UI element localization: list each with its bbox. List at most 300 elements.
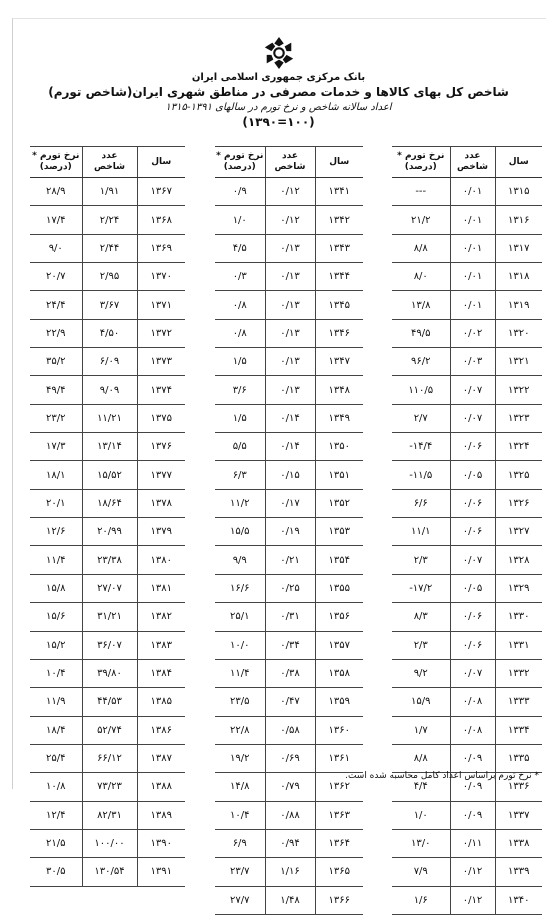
index-cell: ۲/۹۵: [82, 263, 137, 291]
index-cell: ۰/۴۷: [265, 688, 315, 716]
rate-cell: ۱۰/۸: [30, 773, 82, 801]
document-header: [0, 36, 557, 130]
rate-cell: ۱۲/۴: [30, 801, 82, 829]
rate-cell: ۳۰/۵: [30, 858, 82, 886]
index-cell: ۱/۹۱: [82, 178, 137, 206]
year-cell: ۱۳۵۱: [315, 461, 363, 489]
index-cell: ۳/۶۷: [82, 291, 137, 319]
rate-cell: ۰/۳: [215, 263, 265, 291]
rate-cell: ۱۲/۶: [30, 518, 82, 546]
table-row: [392, 178, 542, 206]
rate-cell: ۱۸/۱: [30, 461, 82, 489]
central-bank-emblem-icon: [260, 36, 298, 70]
index-cell: ۰/۰۶: [450, 518, 495, 546]
year-cell: ۱۳۸۲: [137, 603, 185, 631]
year-cell: ۱۳۲۹: [495, 574, 542, 602]
table-row: [392, 348, 542, 376]
rate-cell: ۱/۵: [215, 404, 265, 432]
table-row: [392, 829, 542, 857]
index-cell: ۰/۰۷: [450, 404, 495, 432]
year-cell: ۱۳۶۳: [315, 801, 363, 829]
col-rate: نرخ تورم * (درصد): [215, 147, 265, 178]
index-cell: ۰/۱۲: [265, 206, 315, 234]
table-row: [215, 234, 363, 262]
year-cell: ۱۳۸۳: [137, 631, 185, 659]
rate-cell: ۸/۳: [392, 603, 450, 631]
year-cell: ۱۳۶۸: [137, 206, 185, 234]
col-year: سال: [137, 147, 185, 178]
index-cell: ۱۰۰/۰۰: [82, 829, 137, 857]
year-cell: ۱۳۱۹: [495, 291, 542, 319]
year-cell: ۱۳۸۹: [137, 801, 185, 829]
rate-cell: ۲۰/۷: [30, 263, 82, 291]
rate-cell: ۱۱/۴: [30, 546, 82, 574]
rate-cell: ۲۱/۵: [30, 829, 82, 857]
year-cell: ۱۳۵۴: [315, 546, 363, 574]
table-left: [30, 146, 185, 887]
rate-cell: ۲۳/۲: [30, 404, 82, 432]
table-row: [215, 489, 363, 517]
year-cell: ۱۳۴۹: [315, 404, 363, 432]
index-cell: ۰/۱۴: [265, 404, 315, 432]
index-cell: ۰/۰۳: [450, 348, 495, 376]
year-cell: ۱۳۷۸: [137, 489, 185, 517]
rate-cell: ۵/۵: [215, 433, 265, 461]
index-cell: ۶/۰۹: [82, 348, 137, 376]
rate-cell: ۴۹/۴: [30, 376, 82, 404]
table-row: [215, 461, 363, 489]
table-row: [30, 234, 185, 262]
table-row: [392, 546, 542, 574]
table-row: [392, 801, 542, 829]
index-cell: ۰/۹۴: [265, 829, 315, 857]
table-row: [392, 659, 542, 687]
table-header: [30, 147, 185, 178]
year-cell: ۱۳۵۵: [315, 574, 363, 602]
index-cell: ۲۰/۹۹: [82, 518, 137, 546]
index-cell: ۰/۰۹: [450, 801, 495, 829]
table-row: [30, 801, 185, 829]
index-cell: ۳۱/۲۱: [82, 603, 137, 631]
index-cell: ۰/۱۲: [450, 886, 495, 914]
index-cell: ۰/۱۲: [450, 858, 495, 886]
year-cell: ۱۳۱۸: [495, 263, 542, 291]
table-row: [30, 489, 185, 517]
year-cell: ۱۳۵۶: [315, 603, 363, 631]
table-row: [30, 546, 185, 574]
table-row: [215, 433, 363, 461]
year-cell: ۱۳۷۹: [137, 518, 185, 546]
table-row: [30, 574, 185, 602]
rate-cell: ۱۱/۴: [215, 659, 265, 687]
rate-cell: ۰/۸: [215, 319, 265, 347]
table-row: [215, 291, 363, 319]
rate-cell: ۲۰/۱: [30, 489, 82, 517]
table-row: [392, 319, 542, 347]
rate-cell: ۱/۵: [215, 348, 265, 376]
index-cell: ۵۲/۷۴: [82, 716, 137, 744]
year-cell: ۱۳۲۲: [495, 376, 542, 404]
table-row: [30, 858, 185, 886]
year-cell: ۱۳۱۷: [495, 234, 542, 262]
index-cell: ۲۳/۳۸: [82, 546, 137, 574]
table-row: [215, 574, 363, 602]
table-row: [30, 659, 185, 687]
index-cell: ۲۷/۰۷: [82, 574, 137, 602]
year-cell: ۱۳۷۴: [137, 376, 185, 404]
index-cell: ۰/۰۹: [450, 773, 495, 801]
index-cell: ۰/۰۷: [450, 659, 495, 687]
year-cell: ۱۳۶۱: [315, 744, 363, 772]
rate-cell: ۴/۵: [215, 234, 265, 262]
table-row: [30, 291, 185, 319]
table-row: [215, 603, 363, 631]
index-cell: ۱۳۰/۵۴: [82, 858, 137, 886]
index-cell: ۰/۰۷: [450, 546, 495, 574]
index-cell: ۰/۰۶: [450, 631, 495, 659]
year-cell: ۱۳۴۰: [495, 886, 542, 914]
document-subtitle: اعداد سالانه شاخص و نرخ تورم در سالهای ۱۳۹۱-۱۳۱۵: [165, 102, 392, 113]
year-cell: ۱۳۳۴: [495, 716, 542, 744]
table-row: [215, 518, 363, 546]
year-cell: ۱۳۱۵: [495, 178, 542, 206]
rate-cell: ۲۱/۲: [392, 206, 450, 234]
table-row: [30, 744, 185, 772]
year-cell: ۱۳۱۶: [495, 206, 542, 234]
table-row: [215, 404, 363, 432]
year-cell: ۱۳۳۱: [495, 631, 542, 659]
table-header: [392, 147, 542, 178]
index-cell: ۰/۱۹: [265, 518, 315, 546]
index-cell: ۱۸/۶۴: [82, 489, 137, 517]
year-cell: ۱۳۵۸: [315, 659, 363, 687]
year-cell: ۱۳۳۰: [495, 603, 542, 631]
table-row: [392, 716, 542, 744]
index-cell: ۳۶/۰۷: [82, 631, 137, 659]
year-cell: ۱۳۳۸: [495, 829, 542, 857]
year-cell: ۱۳۶۵: [315, 858, 363, 886]
rate-cell: ۲۸/۹: [30, 178, 82, 206]
rate-cell: ---: [392, 178, 450, 206]
index-cell: ۰/۳۸: [265, 659, 315, 687]
rate-cell: ۱۱/۹: [30, 688, 82, 716]
rate-cell: ۱۰/۰: [215, 631, 265, 659]
table-row: [215, 858, 363, 886]
table-row: [215, 773, 363, 801]
index-cell: ۰/۳۴: [265, 631, 315, 659]
table-row: [392, 631, 542, 659]
rate-cell: ۲۳/۷: [215, 858, 265, 886]
table-row: [392, 489, 542, 517]
rate-cell: ۹۶/۲: [392, 348, 450, 376]
rate-cell: ۰/۸: [215, 291, 265, 319]
year-cell: ۱۳۴۵: [315, 291, 363, 319]
year-cell: ۱۳۲۰: [495, 319, 542, 347]
index-cell: ۳۹/۸۰: [82, 659, 137, 687]
index-cell: ۰/۰۲: [450, 319, 495, 347]
table-row: [215, 348, 363, 376]
footnote: * نرخ تورم براساس اعداد کامل محاسبه شده است.: [345, 771, 539, 781]
index-cell: ۰/۲۱: [265, 546, 315, 574]
year-cell: ۱۳۷۲: [137, 319, 185, 347]
rate-cell: ۸/۰: [392, 263, 450, 291]
table-row: [392, 291, 542, 319]
index-cell: ۰/۰۱: [450, 206, 495, 234]
rate-cell: ۱۰/۴: [215, 801, 265, 829]
rate-cell: ۲۷/۷: [215, 886, 265, 914]
index-cell: ۰/۵۸: [265, 716, 315, 744]
rate-cell: ۲/۳: [392, 546, 450, 574]
rate-cell: ۲۵/۴: [30, 744, 82, 772]
index-cell: ۴/۵۰: [82, 319, 137, 347]
index-cell: ۱/۴۸: [265, 886, 315, 914]
index-cell: ۰/۱۳: [265, 348, 315, 376]
col-index: عدد شاخص: [265, 147, 315, 178]
table-row: [392, 206, 542, 234]
table-row: [392, 858, 542, 886]
year-cell: ۱۳۳۵: [495, 744, 542, 772]
rate-cell: ۲۴/۴: [30, 291, 82, 319]
table-row: [30, 263, 185, 291]
rate-cell: ۸/۸: [392, 744, 450, 772]
table-row: [30, 631, 185, 659]
year-cell: ۱۳۲۸: [495, 546, 542, 574]
table-row: [215, 688, 363, 716]
rate-cell: -۱۷/۲: [392, 574, 450, 602]
table-row: [215, 178, 363, 206]
index-cell: ۰/۱۳: [265, 376, 315, 404]
rate-cell: ۹/۰: [30, 234, 82, 262]
index-cell: ۹/۰۹: [82, 376, 137, 404]
table-row: [215, 206, 363, 234]
document-title: شاخص کل بهای کالاها و خدمات مصرفی در مناطق شهری ایران(شاخص تورم): [48, 85, 509, 99]
index-cell: ۰/۰۷: [450, 376, 495, 404]
rate-cell: ۳۵/۲: [30, 348, 82, 376]
rate-cell: ۶/۶: [392, 489, 450, 517]
index-cell: ۴۴/۵۳: [82, 688, 137, 716]
table-row: [30, 376, 185, 404]
rate-cell: -۱۱/۵: [392, 461, 450, 489]
col-year: سال: [315, 147, 363, 178]
col-year: سال: [495, 147, 542, 178]
year-cell: ۱۳۵۹: [315, 688, 363, 716]
year-cell: ۱۳۴۱: [315, 178, 363, 206]
index-cell: ۰/۳۱: [265, 603, 315, 631]
index-cell: ۰/۰۸: [450, 688, 495, 716]
rate-cell: ۷/۹: [392, 858, 450, 886]
table-row: [392, 234, 542, 262]
year-cell: ۱۳۳۶: [495, 773, 542, 801]
index-cell: ۰/۲۵: [265, 574, 315, 602]
rate-cell: ۶/۳: [215, 461, 265, 489]
rate-cell: ۱۵/۵: [215, 518, 265, 546]
index-cell: ۰/۰۸: [450, 716, 495, 744]
rate-cell: ۱/۶: [392, 886, 450, 914]
index-cell: ۰/۰۱: [450, 263, 495, 291]
table-row: [30, 348, 185, 376]
year-cell: ۱۳۹۱: [137, 858, 185, 886]
year-cell: ۱۳۵۳: [315, 518, 363, 546]
table-row: [392, 518, 542, 546]
col-index: عدد شاخص: [82, 147, 137, 178]
table-row: [30, 716, 185, 744]
table-row: [215, 744, 363, 772]
rate-cell: ۱۹/۲: [215, 744, 265, 772]
rate-cell: ۱۵/۶: [30, 603, 82, 631]
index-cell: ۰/۱۳: [265, 234, 315, 262]
index-cell: ۶۶/۱۲: [82, 744, 137, 772]
year-cell: ۱۳۷۵: [137, 404, 185, 432]
table-row: [30, 433, 185, 461]
year-cell: ۱۳۵۰: [315, 433, 363, 461]
year-cell: ۱۳۶۶: [315, 886, 363, 914]
rate-cell: ۱۵/۲: [30, 631, 82, 659]
table-row: [30, 178, 185, 206]
rate-cell: ۱۷/۴: [30, 206, 82, 234]
table-row: [392, 404, 542, 432]
table-row: [392, 886, 542, 914]
table-row: [215, 631, 363, 659]
year-cell: ۱۳۳۳: [495, 688, 542, 716]
year-cell: ۱۳۷۳: [137, 348, 185, 376]
year-cell: ۱۳۸۵: [137, 688, 185, 716]
index-cell: ۰/۱۳: [265, 291, 315, 319]
index-cell: ۰/۸۸: [265, 801, 315, 829]
year-cell: ۱۳۸۰: [137, 546, 185, 574]
index-cell: ۰/۱۵: [265, 461, 315, 489]
table-row: [392, 688, 542, 716]
year-cell: ۱۳۵۲: [315, 489, 363, 517]
year-cell: ۱۳۸۷: [137, 744, 185, 772]
year-cell: ۱۳۳۲: [495, 659, 542, 687]
table-row: [392, 461, 542, 489]
rate-cell: ۹/۲: [392, 659, 450, 687]
index-cell: ۱/۱۶: [265, 858, 315, 886]
year-cell: ۱۳۲۷: [495, 518, 542, 546]
year-cell: ۱۳۷۶: [137, 433, 185, 461]
year-cell: ۱۳۷۷: [137, 461, 185, 489]
table-row: [392, 376, 542, 404]
table-row: [30, 688, 185, 716]
index-cell: ۰/۷۹: [265, 773, 315, 801]
year-cell: ۱۳۷۰: [137, 263, 185, 291]
index-cell: ۰/۰۶: [450, 489, 495, 517]
index-cell: ۰/۰۶: [450, 433, 495, 461]
rate-cell: ۱۷/۳: [30, 433, 82, 461]
index-cell: ۷۳/۲۳: [82, 773, 137, 801]
year-cell: ۱۳۶۹: [137, 234, 185, 262]
index-cell: ۰/۰۵: [450, 461, 495, 489]
year-cell: ۱۳۵۷: [315, 631, 363, 659]
year-cell: ۱۳۲۴: [495, 433, 542, 461]
year-cell: ۱۳۷۱: [137, 291, 185, 319]
index-cell: ۰/۶۹: [265, 744, 315, 772]
rate-cell: ۱۱/۱: [392, 518, 450, 546]
year-cell: ۱۳۶۰: [315, 716, 363, 744]
index-cell: ۰/۱۳: [265, 263, 315, 291]
table-row: [30, 461, 185, 489]
rate-cell: ۲۲/۹: [30, 319, 82, 347]
table-row: [30, 319, 185, 347]
rate-cell: ۴۹/۵: [392, 319, 450, 347]
col-rate: نرخ تورم * (درصد): [392, 147, 450, 178]
rate-cell: ۱/۰: [392, 801, 450, 829]
rate-cell: ۱۳/۸: [392, 291, 450, 319]
bank-name: بانک مرکزی جمهوری اسلامی ایران: [191, 72, 366, 83]
table-row: [30, 404, 185, 432]
table-row: [215, 801, 363, 829]
year-cell: ۱۳۶۲: [315, 773, 363, 801]
rate-cell: ۱/۷: [392, 716, 450, 744]
rate-cell: ۲/۳: [392, 631, 450, 659]
year-cell: ۱۳۲۶: [495, 489, 542, 517]
index-cell: ۱۳/۱۴: [82, 433, 137, 461]
rate-cell: ۱۳/۰: [392, 829, 450, 857]
index-cell: ۰/۱۳: [265, 319, 315, 347]
year-cell: ۱۳۶۷: [137, 178, 185, 206]
rate-cell: ۱/۰: [215, 206, 265, 234]
index-cell: ۰/۱۷: [265, 489, 315, 517]
year-cell: ۱۳۴۶: [315, 319, 363, 347]
year-cell: ۱۳۶۴: [315, 829, 363, 857]
year-cell: ۱۳۲۱: [495, 348, 542, 376]
col-rate: نرخ تورم * (درصد): [30, 147, 82, 178]
rate-cell: ۱۴/۸: [215, 773, 265, 801]
index-cell: ۱۱/۲۱: [82, 404, 137, 432]
year-cell: ۱۳۳۹: [495, 858, 542, 886]
year-cell: ۱۳۴۸: [315, 376, 363, 404]
table-row: [392, 433, 542, 461]
year-cell: ۱۳۴۷: [315, 348, 363, 376]
col-index: عدد شاخص: [450, 147, 495, 178]
table-row: [215, 263, 363, 291]
rate-cell: ۸/۸: [392, 234, 450, 262]
rate-cell: ۳/۶: [215, 376, 265, 404]
year-cell: ۱۳۸۱: [137, 574, 185, 602]
index-cell: ۰/۱۴: [265, 433, 315, 461]
table-header: [215, 147, 363, 178]
year-cell: ۱۳۹۰: [137, 829, 185, 857]
year-cell: ۱۳۸۴: [137, 659, 185, 687]
index-cell: ۰/۰۱: [450, 178, 495, 206]
rate-cell: ۶/۹: [215, 829, 265, 857]
year-cell: ۱۳۴۴: [315, 263, 363, 291]
rate-cell: ۱۵/۸: [30, 574, 82, 602]
table-row: [215, 319, 363, 347]
index-cell: ۲/۴۴: [82, 234, 137, 262]
rate-cell: ۱۱۰/۵: [392, 376, 450, 404]
rate-cell: ۴/۴: [392, 773, 450, 801]
index-cell: ۲/۲۴: [82, 206, 137, 234]
year-cell: ۱۳۸۶: [137, 716, 185, 744]
rate-cell: ۱۵/۹: [392, 688, 450, 716]
year-cell: ۱۳۳۷: [495, 801, 542, 829]
table-row: [30, 773, 185, 801]
rate-cell: ۱۱/۲: [215, 489, 265, 517]
table-row: [30, 603, 185, 631]
rate-cell: -۱۴/۴: [392, 433, 450, 461]
table-row: [30, 518, 185, 546]
base-year: (۱۳۹۰=۱۰۰): [242, 115, 315, 129]
year-cell: ۱۳۲۳: [495, 404, 542, 432]
rate-cell: ۲/۷: [392, 404, 450, 432]
table-row: [215, 886, 363, 914]
rate-cell: ۱۶/۶: [215, 574, 265, 602]
table-row: [215, 659, 363, 687]
table-row: [215, 546, 363, 574]
rate-cell: ۲۲/۸: [215, 716, 265, 744]
table-row: [215, 376, 363, 404]
